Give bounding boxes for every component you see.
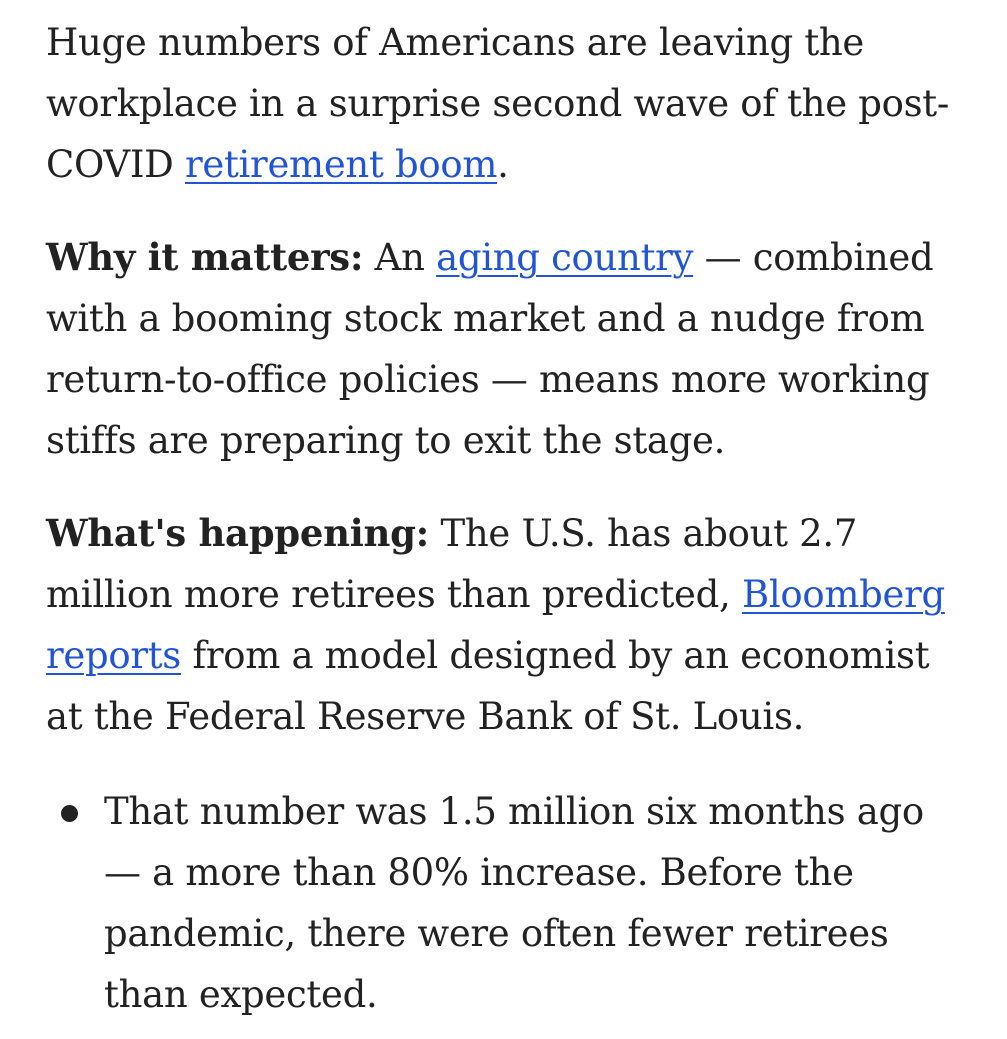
article-body <box>46 12 958 1025</box>
bullet-dot-icon <box>61 805 78 822</box>
whats-happening-text-before: The U.S. has about 2.7 million more retirees than predicted, <box>46 512 858 616</box>
list-item <box>46 781 958 1025</box>
why-it-matters-text-after: — combined with a booming stock market and a nudge from return-to-office policies — means more working stiffs are preparing to exit the stage. <box>46 236 934 462</box>
bullet-text: That number was 1.5 million six months ago — a more than 80% increase. Before the pandemic, there were often fewer retirees than expected. <box>104 790 924 1016</box>
whats-happening-label: What's happening: <box>46 511 430 555</box>
bullet-list <box>46 781 958 1025</box>
intro-text-after: . <box>497 143 509 186</box>
intro-text-before: Huge numbers of Americans are leaving the workplace in a surprise second wave of the post-COVID <box>46 21 950 186</box>
whats-happening-text-after: from a model designed by an economist at the Federal Reserve Bank of St. Louis. <box>46 634 930 738</box>
retirement-boom-link[interactable]: retirement boom <box>184 143 498 186</box>
why-it-matters-text-before: An <box>363 236 437 279</box>
why-it-matters-paragraph <box>46 227 958 471</box>
aging-country-link[interactable]: aging country <box>436 236 694 279</box>
intro-paragraph <box>46 12 958 195</box>
bloomberg-reports-link[interactable]: Bloomberg reports <box>46 573 945 677</box>
why-it-matters-label: Why it matters: <box>46 235 364 279</box>
whats-happening-paragraph <box>46 503 958 747</box>
